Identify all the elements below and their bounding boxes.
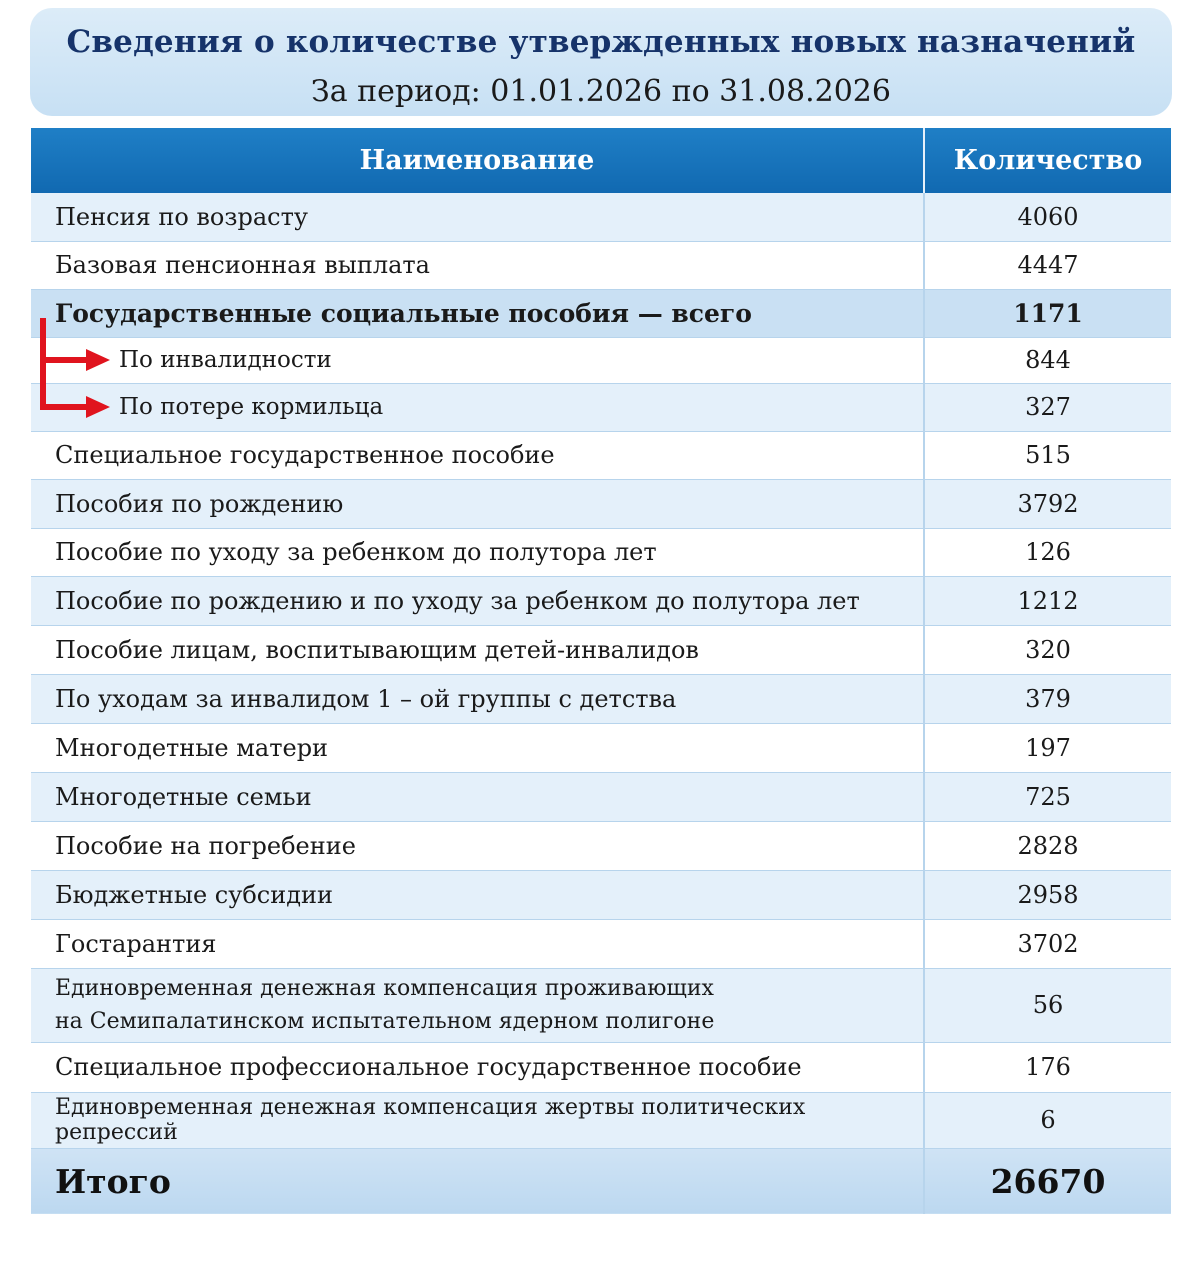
row-quantity: 1171	[924, 289, 1171, 337]
table-row	[31, 674, 1171, 723]
column-header-name: Наименование	[31, 128, 924, 193]
row-quantity: 3702	[924, 919, 1171, 968]
table-row	[31, 625, 1171, 674]
table-row	[31, 968, 1171, 1042]
row-quantity: 4060	[924, 193, 1171, 241]
row-quantity: 197	[924, 723, 1171, 772]
row-name: Пособие по рождению и по уходу за ребенком до полутора лет	[31, 576, 924, 625]
report-period: За период: 01.01.2026 по 31.08.2026	[311, 74, 891, 109]
row-name: Государственные социальные пособия — всего	[31, 289, 924, 337]
row-quantity: 327	[924, 383, 1171, 431]
row-name: Базовая пенсионная выплата	[31, 241, 924, 289]
table-row-subitem	[31, 337, 1171, 383]
row-name: По инвалидности	[31, 337, 924, 383]
table-row	[31, 919, 1171, 968]
appointments-table	[31, 128, 1171, 1214]
table-row	[31, 193, 1171, 241]
table-row	[31, 772, 1171, 821]
table-row	[31, 576, 1171, 625]
row-name: По уходам за инвалидом 1 – ой группы с детства	[31, 674, 924, 723]
table-row	[31, 723, 1171, 772]
row-name: По потере кормильца	[31, 383, 924, 431]
row-quantity: 126	[924, 528, 1171, 576]
row-quantity: 2958	[924, 870, 1171, 919]
row-name: Специальное государственное пособие	[31, 431, 924, 479]
table-row-subitem	[31, 383, 1171, 431]
row-name: Пособия по рождению	[31, 479, 924, 528]
row-quantity: 379	[924, 674, 1171, 723]
table-row	[31, 821, 1171, 870]
row-quantity: 2828	[924, 821, 1171, 870]
row-quantity: 56	[924, 968, 1171, 1042]
row-quantity: 515	[924, 431, 1171, 479]
row-quantity: 1212	[924, 576, 1171, 625]
row-name: Пособие по уходу за ребенком до полутора лет	[31, 528, 924, 576]
title-banner	[30, 8, 1172, 116]
row-quantity: 176	[924, 1042, 1171, 1092]
table-total-row	[31, 1148, 1171, 1214]
subitem-bracket-arrow-icon	[36, 316, 116, 416]
table-row	[31, 1092, 1171, 1148]
row-name: Пенсия по возрасту	[31, 193, 924, 241]
row-name: Многодетные матери	[31, 723, 924, 772]
row-name: Многодетные семьи	[31, 772, 924, 821]
table-row	[31, 528, 1171, 576]
row-name: Пособие на погребение	[31, 821, 924, 870]
table-row-subtotal	[31, 289, 1171, 337]
row-quantity: 844	[924, 337, 1171, 383]
report-title: Сведения о количестве утвержденных новых назначений	[66, 24, 1136, 60]
table-row	[31, 241, 1171, 289]
row-name: Единовременная денежная компенсация жертвы политических репрессий	[31, 1092, 924, 1148]
row-name: Специальное профессиональное государственное пособие	[31, 1042, 924, 1092]
row-name: Пособие лицам, воспитывающим детей-инвалидов	[31, 625, 924, 674]
table-row	[31, 1042, 1171, 1092]
row-name: Бюджетные субсидии	[31, 870, 924, 919]
row-quantity: 4447	[924, 241, 1171, 289]
row-name-line: Единовременная денежная компенсация проживающих	[55, 976, 714, 1001]
table-row	[31, 870, 1171, 919]
row-quantity: 3792	[924, 479, 1171, 528]
row-name	[31, 968, 924, 1042]
row-quantity: 725	[924, 772, 1171, 821]
row-name-line: на Семипалатинском испытательном ядерном полигоне	[55, 1009, 715, 1034]
total-quantity: 26670	[924, 1148, 1171, 1214]
row-name: Гостарантия	[31, 919, 924, 968]
row-quantity: 320	[924, 625, 1171, 674]
total-label: Итого	[31, 1148, 924, 1214]
table-row	[31, 431, 1171, 479]
table-header-row	[31, 128, 1171, 193]
table-row	[31, 479, 1171, 528]
row-quantity: 6	[924, 1092, 1171, 1148]
column-header-quantity: Количество	[924, 128, 1171, 193]
